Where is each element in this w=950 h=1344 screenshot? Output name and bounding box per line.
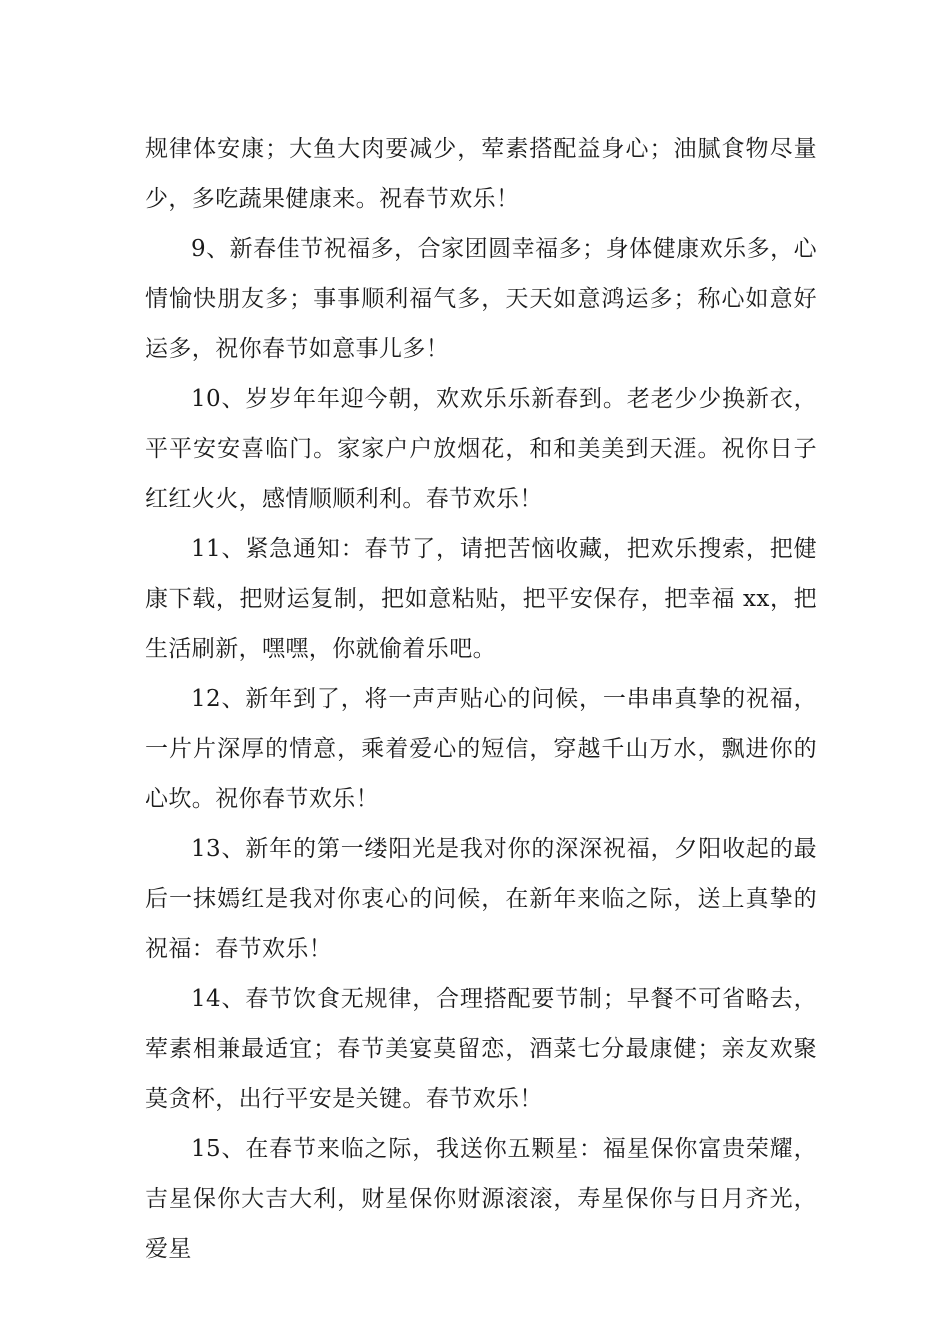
greeting-item-11: 11、紧急通知：春节了，请把苦恼收藏，把欢乐搜索，把健康下载，把财运复制，把如意粘贴，把平安保存，把幸福 xx，把生活刷新，嘿嘿，你就偷着乐吧。 (145, 536, 817, 662)
greeting-item-15: 15、在春节来临之际，我送你五颗星：福星保你富贵荣耀，吉星保你大吉大利，财星保你财源滚滚，寿星保你与日月齐光，爱星 (145, 1136, 817, 1262)
greeting-item-14: 14、春节饮食无规律，合理搭配要节制；早餐不可省略去，荤素相兼最适宜；春节美宴莫留恋，酒菜七分最康健；亲友欢聚莫贪杯，出行平安是关键。春节欢乐！ (145, 986, 817, 1112)
continuation-paragraph: 规律体安康；大鱼大肉要减少，荤素搭配益身心；油腻食物尽量少，多吃蔬果健康来。祝春节欢乐！ (145, 136, 817, 212)
greeting-item-12: 12、新年到了，将一声声贴心的问候，一串串真挚的祝福，一片片深厚的情意，乘着爱心的短信，穿越千山万水，飘进你的心坎。祝你春节欢乐！ (145, 686, 817, 812)
greeting-item-9: 9、新春佳节祝福多，合家团圆幸福多；身体健康欢乐多，心情愉快朋友多；事事顺利福气多，天天如意鸿运多；称心如意好运多，祝你春节如意事儿多！ (145, 236, 817, 362)
greeting-item-10: 10、岁岁年年迎今朝，欢欢乐乐新春到。老老少少换新衣，平平安安喜临门。家家户户放烟花，和和美美到天涯。祝你日子红红火火，感情顺顺利利。春节欢乐！ (145, 386, 817, 512)
greeting-item-13: 13、新年的第一缕阳光是我对你的深深祝福，夕阳收起的最后一抹嫣红是我对你衷心的问候，在新年来临之际，送上真挚的祝福：春节欢乐！ (145, 836, 817, 962)
